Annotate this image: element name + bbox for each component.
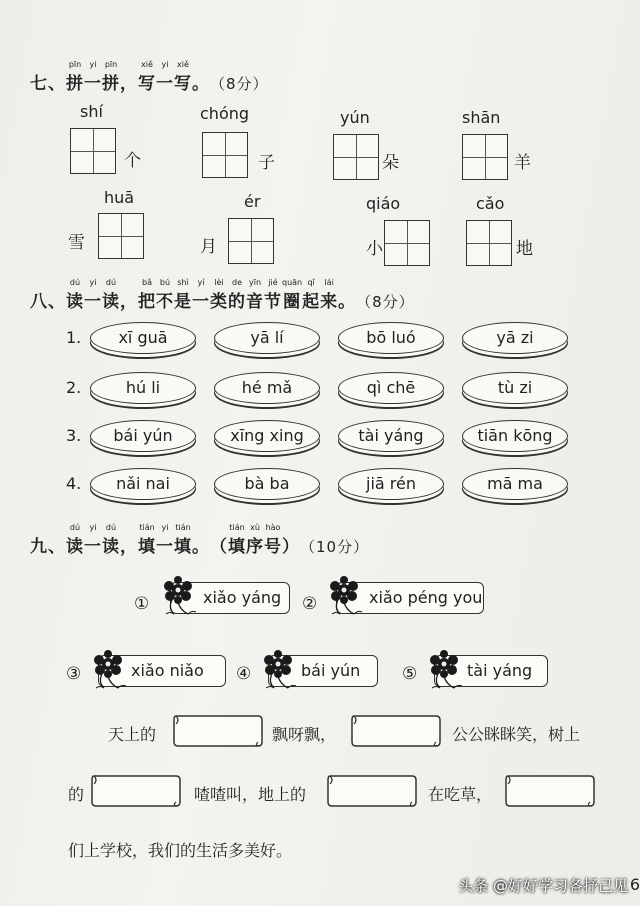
title-char-pinyin: bú (159, 278, 171, 287)
title-char (48, 523, 66, 557)
title-char-hanzi: 拼 (102, 74, 120, 94)
title-char (66, 523, 84, 557)
title-char-hanzi: 填 (138, 537, 156, 557)
title-char (302, 278, 320, 312)
title-char (138, 60, 156, 94)
title-char-pinyin: dú (105, 523, 117, 532)
title-char (30, 523, 48, 557)
section9-title-chars (30, 523, 300, 557)
item-char: 个 (124, 151, 141, 171)
option-label[interactable]: xiǎo yáng (170, 582, 290, 614)
item-pinyin: ér (244, 192, 261, 211)
title-char-pinyin: bǎ (142, 278, 152, 287)
answer-blank-3[interactable] (90, 772, 182, 808)
item-char: 雪 (68, 233, 85, 253)
title-char (264, 278, 282, 312)
sentence-part: 的 (68, 785, 85, 804)
title-char-pinyin: yi (89, 60, 97, 69)
title-char-hanzi: 一 (84, 292, 102, 312)
title-char (282, 278, 302, 312)
title-char-hanzi: 。 (192, 537, 210, 557)
title-char (174, 523, 192, 557)
answer-blank-4[interactable] (326, 772, 418, 808)
tian-grid-box[interactable] (202, 132, 248, 178)
title-char-pinyin (192, 60, 210, 69)
syllable-oval[interactable]: nǎi nai (90, 468, 196, 500)
section8-score: （8分） (356, 293, 415, 311)
syllable-oval[interactable]: jiā rén (338, 468, 444, 500)
title-char-hanzi: 写 (138, 74, 156, 94)
section8-title-chars (30, 278, 357, 312)
title-char-hanzi: 是 (174, 292, 192, 312)
title-char-pinyin: tián (139, 523, 155, 532)
title-char-pinyin: dú (69, 278, 81, 287)
row-number: 1. (66, 328, 82, 347)
item-pinyin: huā (104, 188, 135, 207)
title-char (84, 523, 102, 557)
section9-score: （10分） (300, 538, 370, 556)
title-char-hanzi: ） (282, 537, 300, 557)
answer-blank-1[interactable] (172, 712, 264, 748)
title-char-pinyin: xiě (177, 60, 189, 69)
title-char-pinyin (48, 60, 66, 69)
title-char-pinyin: yi (161, 523, 169, 532)
title-char-hanzi: 把 (138, 292, 156, 312)
title-char-pinyin (48, 523, 66, 532)
title-char (174, 60, 192, 94)
title-char-pinyin (120, 523, 138, 532)
title-char (282, 523, 300, 557)
title-char-hanzi: 。 (192, 74, 210, 94)
title-char (84, 278, 102, 312)
title-char-hanzi: 填 (228, 537, 246, 557)
title-char (120, 523, 138, 557)
item-char: 地 (516, 239, 533, 259)
item-char: 朵 (382, 153, 399, 173)
row-number: 4. (66, 474, 82, 493)
title-char-pinyin: yí (197, 278, 205, 287)
title-char-hanzi: 音 (246, 292, 264, 312)
title-char (246, 523, 264, 557)
option-number: ② (302, 594, 318, 614)
option-label[interactable]: xiǎo péng you (336, 582, 484, 614)
item-char: 小 (366, 239, 383, 259)
title-char-hanzi: 一 (156, 74, 174, 94)
title-char-hanzi: 起 (302, 292, 321, 312)
title-char-hanzi: 、 (48, 537, 66, 557)
watermark: 头条 @好好学习各抒己见 (458, 877, 628, 895)
title-char-pinyin (210, 523, 228, 532)
title-char-pinyin (282, 523, 300, 532)
sentence-part: 飘呀飘， (272, 725, 337, 744)
item-pinyin: shān (462, 108, 501, 127)
title-char (338, 278, 356, 312)
title-char (120, 278, 138, 312)
tian-grid-box[interactable] (466, 220, 512, 266)
title-char-pinyin: dú (105, 278, 117, 287)
title-char (264, 523, 282, 557)
section7-title-chars (30, 60, 210, 94)
title-char-pinyin: pīn (68, 60, 82, 69)
title-char-hanzi: 读 (102, 537, 120, 557)
title-char-pinyin: quān (282, 278, 303, 287)
title-char (174, 278, 192, 312)
title-char-hanzi: 的 (228, 292, 246, 312)
syllable-oval[interactable]: yā zi (462, 322, 568, 354)
title-char (156, 278, 174, 312)
title-char (138, 523, 156, 557)
tian-grid-box[interactable] (70, 128, 116, 174)
title-char (228, 278, 246, 312)
title-char (66, 60, 84, 94)
option-label[interactable]: xiǎo niǎo (98, 655, 226, 687)
title-char (48, 60, 66, 94)
syllable-oval[interactable]: bà ba (214, 468, 320, 500)
title-char (246, 278, 264, 312)
title-char-hanzi: 写 (174, 74, 192, 94)
tian-grid-box[interactable] (98, 213, 144, 259)
syllable-oval[interactable]: hú li (90, 372, 196, 404)
title-char-pinyin: yīn (248, 278, 262, 287)
title-char-hanzi: 圈 (283, 292, 302, 312)
tian-grid-box[interactable] (462, 134, 508, 180)
title-char (102, 60, 120, 94)
title-char (156, 60, 174, 94)
flower-icon (424, 648, 464, 692)
sentence-part: 天上的 (108, 725, 157, 744)
title-char-hanzi: 序 (246, 537, 264, 557)
syllable-oval[interactable]: tiān kōng (462, 420, 568, 452)
title-char-hanzi: 一 (84, 74, 102, 94)
title-char (192, 523, 210, 557)
flower-icon (158, 574, 198, 618)
item-pinyin: chóng (200, 104, 250, 123)
title-char-pinyin: dú (69, 523, 81, 532)
title-char-hanzi: 一 (192, 292, 210, 312)
title-char-pinyin (120, 60, 138, 69)
title-char-hanzi: 、 (48, 74, 66, 94)
title-char (210, 278, 228, 312)
title-char-hanzi: 、 (48, 292, 66, 312)
sentence-part: 公公眯眯笑，树上 (452, 725, 581, 744)
title-char (156, 523, 174, 557)
answer-blank-2[interactable] (350, 712, 442, 748)
title-char-pinyin: yi (89, 278, 97, 287)
title-char-pinyin: xiě (141, 60, 153, 69)
title-char-hanzi: 不 (156, 292, 174, 312)
title-char-pinyin: yi (89, 523, 97, 532)
section8-title (30, 278, 415, 312)
option-label[interactable]: bái yún (268, 655, 378, 687)
title-char-hanzi: ， (120, 74, 138, 94)
item-char: 月 (200, 237, 217, 257)
syllable-oval[interactable]: xī guā (90, 322, 196, 354)
title-char (30, 60, 48, 94)
item-pinyin: qiáo (366, 194, 401, 213)
item-char: 羊 (514, 153, 531, 173)
title-char-pinyin: xù (250, 523, 260, 532)
title-char (210, 523, 228, 557)
tian-grid-box[interactable] (228, 218, 274, 264)
title-char-hanzi: 读 (102, 292, 120, 312)
syllable-oval[interactable]: bái yún (90, 420, 196, 452)
title-char-hanzi: 读 (66, 292, 84, 312)
syllable-oval[interactable]: xīng xing (214, 420, 320, 452)
title-char-hanzi: 八 (30, 292, 48, 312)
sentence-part: 在吃草， (428, 785, 493, 804)
item-pinyin: cǎo (476, 194, 505, 213)
title-char (84, 60, 102, 94)
item-pinyin: yún (340, 108, 370, 127)
title-char-pinyin: tián (175, 523, 191, 532)
title-char (48, 278, 66, 312)
section9-title (30, 523, 369, 557)
title-char-hanzi: 号 (264, 537, 282, 557)
flower-icon (88, 648, 128, 692)
title-char (30, 278, 48, 312)
syllable-oval[interactable]: mā ma (462, 468, 568, 500)
flower-icon (324, 574, 364, 618)
title-char-hanzi: 类 (210, 292, 228, 312)
tian-grid-box[interactable] (384, 220, 430, 266)
syllable-oval[interactable]: tù zi (462, 372, 568, 404)
title-char-hanzi: 。 (338, 292, 357, 312)
title-char-pinyin (338, 278, 356, 287)
answer-blank-5[interactable] (504, 772, 596, 808)
syllable-oval[interactable]: bō luó (338, 322, 444, 354)
title-char (66, 278, 84, 312)
title-char (192, 278, 210, 312)
title-char-hanzi: 拼 (66, 74, 84, 94)
syllable-oval[interactable]: hé mǎ (214, 372, 320, 404)
syllable-oval[interactable]: qì chē (338, 372, 444, 404)
title-char-hanzi: 一 (156, 537, 174, 557)
option-number: ⑤ (402, 664, 418, 684)
title-char-pinyin: tián (229, 523, 245, 532)
title-char (138, 278, 156, 312)
title-char (102, 278, 120, 312)
title-char-pinyin: shì (177, 278, 189, 287)
title-char-hanzi: 一 (84, 537, 102, 557)
title-char-pinyin: hào (265, 523, 281, 532)
title-char-pinyin: pīn (104, 60, 118, 69)
section7-title (30, 60, 269, 94)
tian-grid-box[interactable] (333, 134, 379, 180)
option-number: ④ (236, 664, 252, 684)
title-char-pinyin: qǐ (307, 278, 315, 287)
title-char-pinyin: de (232, 278, 242, 287)
option-number: ① (134, 594, 150, 614)
item-pinyin: shí (80, 102, 103, 121)
title-char-pinyin: yi (161, 60, 169, 69)
row-number: 3. (66, 426, 82, 445)
title-char-pinyin (120, 278, 138, 287)
title-char-hanzi: 节 (264, 292, 282, 312)
syllable-oval[interactable]: yā lí (214, 322, 320, 354)
page-number: 6 (629, 875, 640, 894)
title-char (228, 523, 246, 557)
title-char-hanzi: ， (120, 537, 138, 557)
title-char-hanzi: 填 (174, 537, 192, 557)
syllable-oval[interactable]: tài yáng (338, 420, 444, 452)
title-char-hanzi: （ (210, 537, 228, 557)
title-char-hanzi: 来 (320, 292, 339, 312)
title-char-pinyin (192, 523, 210, 532)
title-char-hanzi: ， (120, 292, 138, 312)
title-char-pinyin (30, 523, 48, 532)
title-char-pinyin: lái (324, 278, 334, 287)
sentence-part: 喳喳叫，地上的 (194, 785, 307, 804)
option-number: ③ (66, 664, 82, 684)
row-number: 2. (66, 378, 82, 397)
title-char (320, 278, 338, 312)
title-char-pinyin: jié (268, 278, 278, 287)
title-char-pinyin: lèi (214, 278, 224, 287)
title-char-pinyin (30, 60, 48, 69)
title-char (102, 523, 120, 557)
title-char (120, 60, 138, 94)
title-char-hanzi: 读 (66, 537, 84, 557)
section7-score: （8分） (210, 75, 269, 93)
title-char-pinyin (30, 278, 48, 287)
title-char (192, 60, 210, 94)
sentence-part: 们上学校，我们的生活多美好。 (68, 841, 293, 860)
title-char-pinyin (48, 278, 66, 287)
title-char-hanzi: 七 (30, 74, 48, 94)
option-label[interactable]: tài yáng (434, 655, 548, 687)
title-char-hanzi: 九 (30, 537, 48, 557)
flower-icon (258, 648, 298, 692)
item-char: 子 (258, 153, 275, 173)
